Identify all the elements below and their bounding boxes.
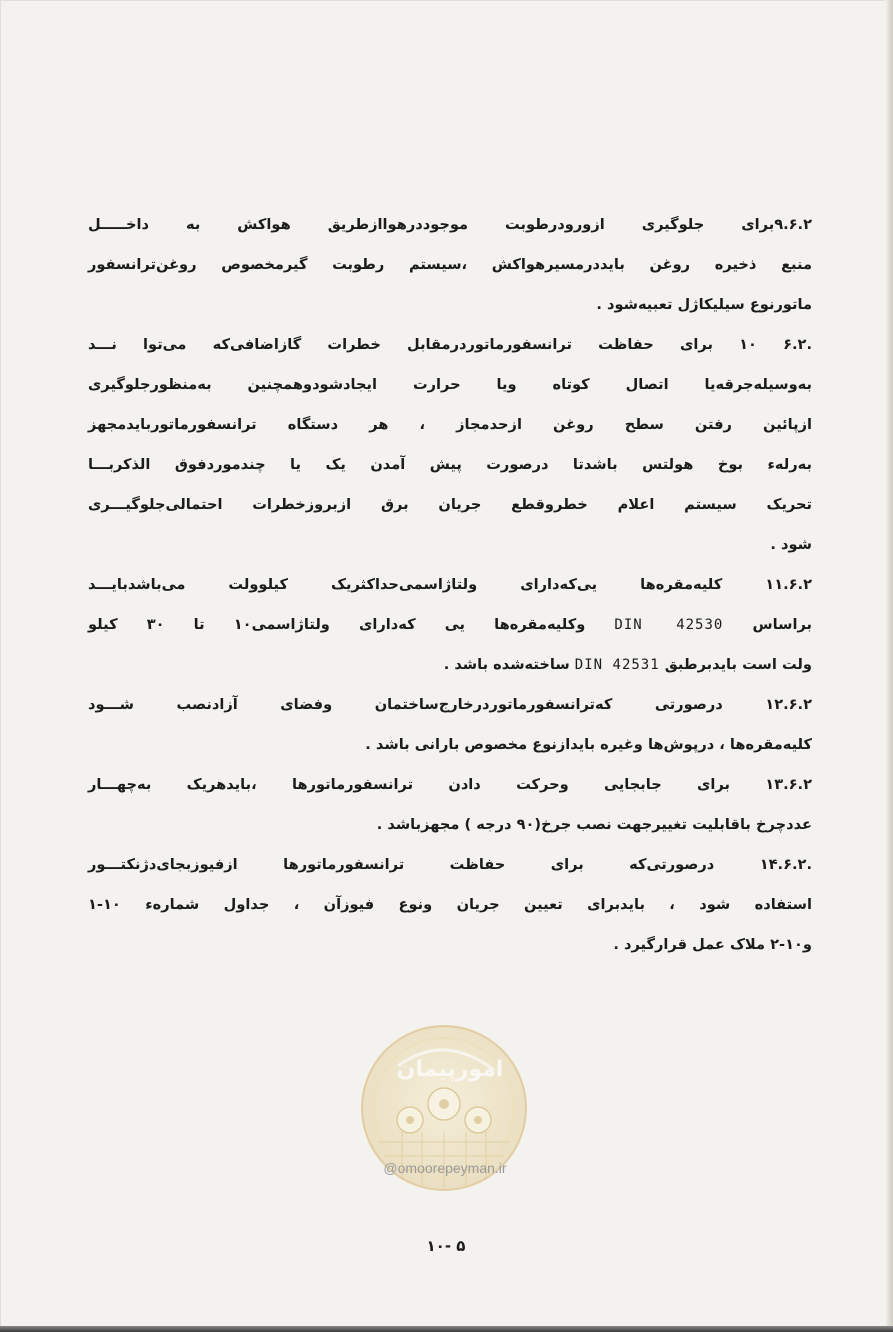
document-body [88,205,812,965]
paragraph-10-6-2 [88,325,812,565]
text-segment: ولت است بایدبرطبق [659,656,812,673]
text-line: ماتورنوع سیلیکاژل تعبیه‌شود . [596,296,812,313]
scan-edge-right [885,0,893,1332]
text-line: ازپائین رفتن سطح روغن ازحدمجاز ، هر دستگاه ترانسفورماتوربایدمجهز [88,416,812,433]
paragraph-14-6-2 [88,845,812,965]
text-line: منبع ذخیره روغن بایددرمسیرهواکش ،سیستم رطوبت گیرمخصوص روغن‌ترانسفور [88,256,812,273]
paragraph-9-6-2 [88,205,812,325]
text-line: به‌رله‌ء بوخ هولتس باشدتا درصورت پیش آمدن یک یا چندموردفوق الذکربـــا [88,456,812,473]
text-line: تحریک سیستم اعلام خطروقطع جریان برق ازبروزخطرات احتمالی‌جلوگیـــری [88,496,812,513]
text-line: .۶.۲ ۱۰ برای حفاظت ترانسفورماتوردرمقابل خطرات گازاضافی‌که می‌توا نـــد [88,336,812,353]
svg-text:امورپیمان: امورپیمان [396,1057,504,1082]
text-line: ۹.۶.۲برای جلوگیری ازورودرطوبت موجوددرهواازطریق هواکش به داخـــــل [88,216,812,233]
scan-edge-bottom [0,1326,893,1332]
page-number: ۵ -۱۰ [426,1237,466,1255]
text-line [88,645,812,685]
text-line: ۱۲.۶.۲ درصورتی که‌ترانسفورماتوردرخارج‌ساختمان وفضای آزادنصب شـــود [88,696,812,713]
text-segment: ساخته‌شده باشد . [443,656,575,673]
text-line: ۱۱.۶.۲ کلیه‌مقره‌ها یی‌که‌دارای ولتاژاسمی‌حداکثریک کیلوولت می‌باشدبایـــد [88,576,812,593]
text-line: کلیه‌مقره‌ها ، درپوش‌ها وغیره بایدازنوع مخصوص بارانی باشد . [365,736,812,753]
watermark-site-url: @omoorepeyman.ir [383,1160,507,1176]
standard-code: DIN 42531 [574,657,660,673]
paragraph-13-6-2 [88,765,812,845]
text-line: عددچرخ باقابلیت تغییرجهت نصب جرخ(۹۰ درجه ) مجهزباشد . [376,816,812,833]
text-segment: براساس [723,616,813,633]
text-line: ۱۳.۶.۲ برای جابجایی وحرکت دادن ترانسفورماتورها ،بایدهریک به‌چهـــار [88,776,812,793]
text-line: .۱۴.۶.۲ درصورتی‌که برای حفاظت ترانسفورماتورها ازفیوزبجای‌دژنکتـــور [88,856,812,873]
standard-code: DIN 42530 [614,617,724,633]
text-line [88,605,812,645]
text-line: و۱۰-۲ ملاک عمل قرارگیرد . [613,936,812,953]
text-line: به‌وسیله‌جرقه‌یا اتصال کوتاه ویا حرارت ایجادشودوهمچنین به‌منظورجلوگیری [88,376,812,393]
text-line: شود . [770,536,812,553]
text-segment: وکلیه‌مقره‌ها یی که‌دارای ولتاژاسمی۱۰ تا ۳۰ کیلو [88,616,615,633]
paragraph-12-6-2 [88,685,812,765]
paragraph-11-6-2 [88,565,812,685]
text-line: استفاده شود ، بایدبرای تعیین جریان ونوع فیوزآن ، جداول شماره‌ء ۱۰-۱ [88,896,812,913]
